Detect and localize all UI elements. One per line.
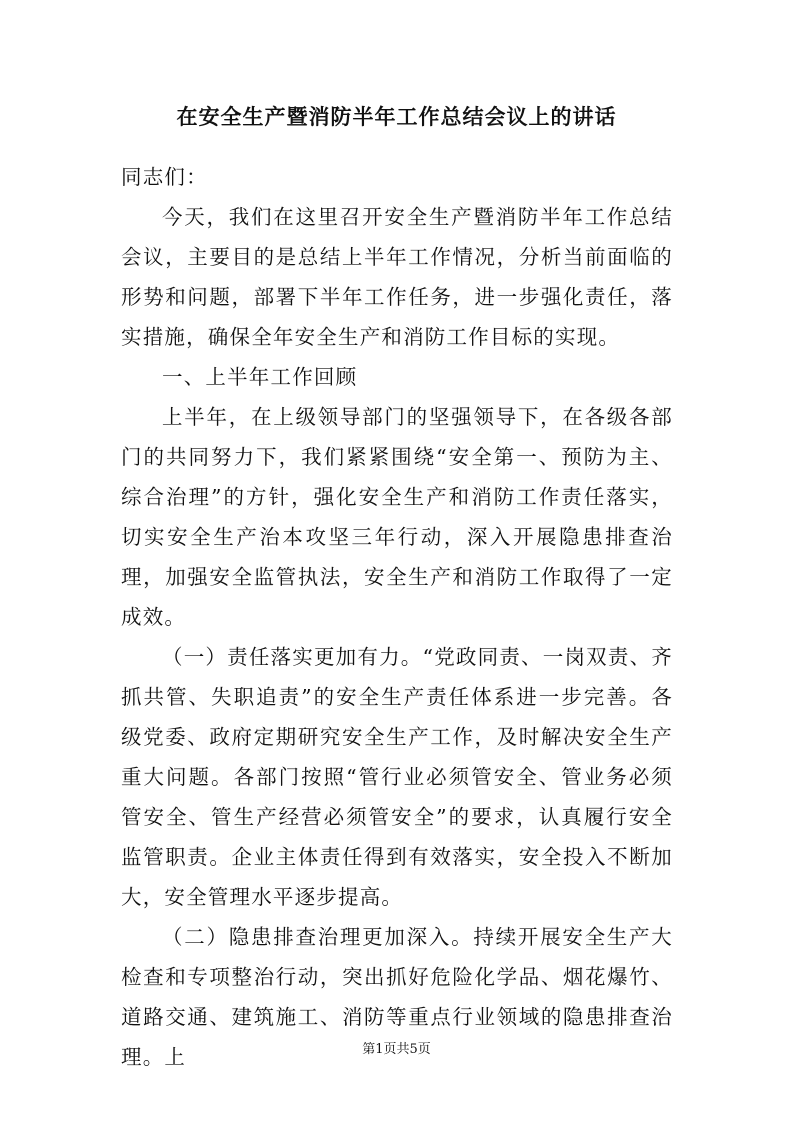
paragraph-hazard-inspection: （二）隐患排查治理更加深入。持续开展安全生产大检查和专项整治行动，突出抓好危险化学品、烟花爆竹、道路交通、建筑施工、消防等重点行业领域的隐患排查治理。上: [121, 925, 673, 1069]
section-heading-review: 一、上半年工作回顾: [162, 365, 358, 389]
page-number-footer: 第1页共5页: [362, 1042, 431, 1057]
paragraph-review: 上半年，在上级领导部门的坚强领导下，在各级各部门的共同努力下，我们紧紧围绕“安全第一、预防为主、综合治理”的方针，强化安全生产和消防工作责任落实，切实安全生产治本攻坚三年行动，深入开展隐患排查治理，加强安全监管执法，安全生产和消防工作取得了一定成效。: [121, 405, 673, 629]
paragraph-responsibility: （一）责任落实更加有力。“党政同责、一岗双责、齐抓共管、失职追责”的安全生产责任体系进一步完善。各级党委、政府定期研究安全生产工作，及时解决安全生产重大问题。各部门按照“管行业必须管安全、管业务必须管安全、管生产经营必须管安全”的要求，认真履行安全监管职责。企业主体责任得到有效落实，安全投入不断加大，安全管理水平逐步提高。: [121, 645, 673, 909]
paragraph-intro: 今天，我们在这里召开安全生产暨消防半年工作总结会议，主要目的是总结上半年工作情况，分析当前面临的形势和问题，部署下半年工作任务，进一步强化责任，落实措施，确保全年安全生产和消防工作目标的实现。: [121, 205, 673, 349]
document-body: [121, 157, 673, 1077]
salutation: 同志们：: [121, 165, 208, 189]
document-title: 在安全生产暨消防半年工作总结会议上的讲话: [176, 104, 617, 129]
